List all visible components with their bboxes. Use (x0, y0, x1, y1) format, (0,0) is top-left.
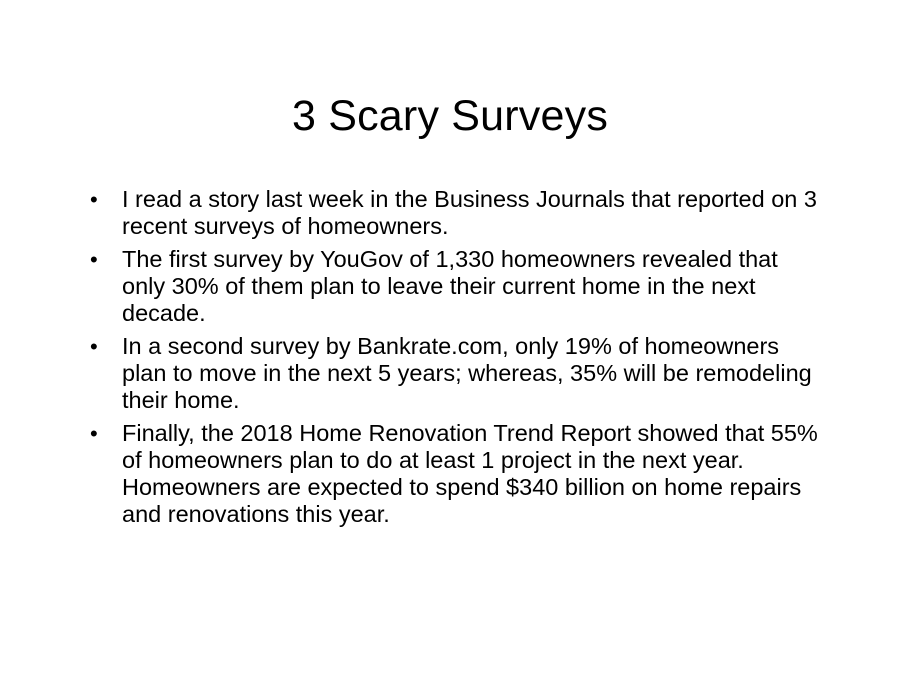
bullet-point-icon: • (90, 334, 98, 359)
bullet-point-icon: • (90, 247, 98, 272)
bullet-point-icon: • (90, 421, 98, 446)
bullet-list (90, 186, 818, 534)
bullet-item (90, 186, 818, 240)
bullet-text: I read a story last week in the Business Journals that reported on 3 recent surveys of homeowners. (122, 186, 817, 239)
bullet-item (90, 420, 818, 528)
bullet-text: Finally, the 2018 Home Renovation Trend Report showed that 55% of homeowners plan to do at least 1 project in the next year. Homeowners are expected to spend $340 billion on home repairs and renovations this year. (122, 420, 818, 527)
bullet-text: In a second survey by Bankrate.com, only 19% of homeowners plan to move in the next 5 years; whereas, 35% will be remodeling their home. (122, 333, 812, 413)
slide-title: 3 Scary Surveys (291, 92, 609, 140)
bullet-item (90, 246, 818, 327)
bullet-item (90, 333, 818, 414)
bullet-point-icon: • (90, 187, 98, 212)
bullet-text: The first survey by YouGov of 1,330 homeowners revealed that only 30% of them plan to leave their current home in the next decade. (122, 246, 778, 326)
